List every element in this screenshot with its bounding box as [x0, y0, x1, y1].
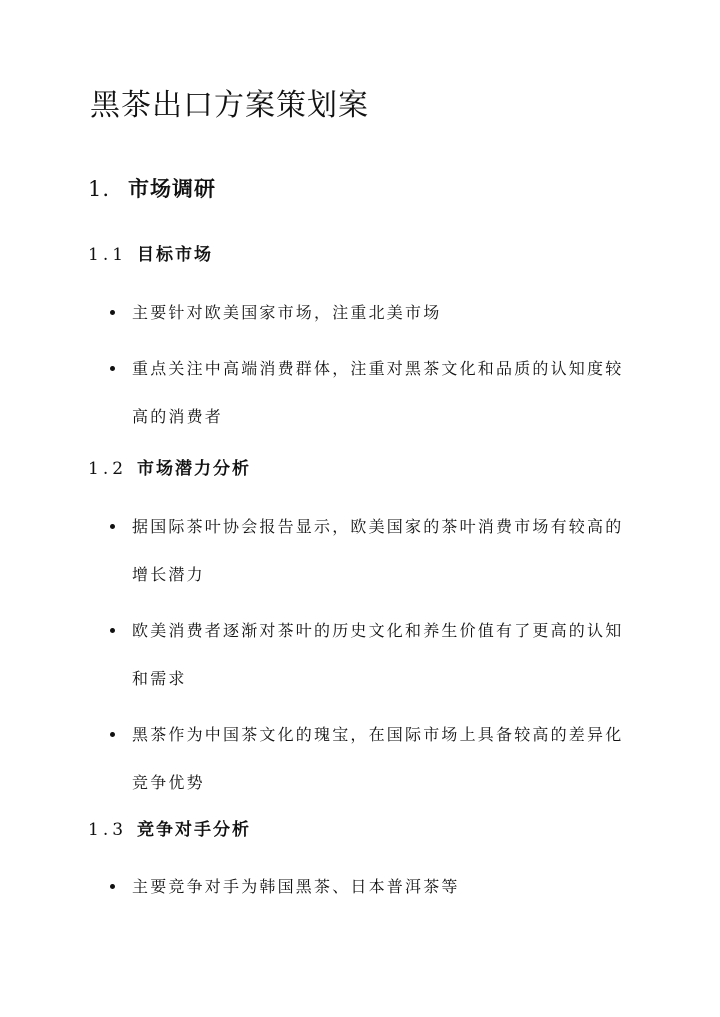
list-item	[110, 503, 630, 599]
bullet-icon	[110, 884, 115, 889]
subsection-title: 目标市场	[137, 245, 214, 265]
list-item	[110, 711, 630, 807]
list-item-text: 主要针对欧美国家市场，注重北美市场	[132, 303, 442, 322]
bullet-icon	[110, 628, 115, 633]
document-title: 黑茶出口方案策划案	[90, 88, 369, 123]
bullet-icon	[110, 310, 115, 315]
list-item-text: 黑茶作为中国茶文化的瑰宝，在国际市场上具备较高的差异化竞争优势	[132, 725, 624, 792]
list-item	[110, 863, 630, 911]
subsection-heading-market-potential	[88, 456, 251, 482]
list-item-text: 主要竞争对手为韩国黑茶、日本普洱茶等	[132, 877, 460, 896]
list-item	[110, 345, 630, 441]
subsection-number: 1.3	[88, 820, 128, 840]
list-item-text: 欧美消费者逐渐对茶叶的历史文化和养生价值有了更高的认知和需求	[132, 621, 624, 688]
list-item	[110, 289, 630, 337]
list-item	[110, 607, 630, 703]
section-heading-market-research	[88, 174, 216, 204]
bullet-icon	[110, 366, 115, 371]
subsection-heading-target-market	[88, 242, 213, 268]
subsection-heading-competitor-analysis	[88, 817, 251, 843]
subsection-title: 竞争对手分析	[137, 820, 252, 840]
section-title: 市场调研	[128, 176, 217, 201]
list-item-text: 据国际茶叶协会报告显示，欧美国家的茶叶消费市场有较高的增长潜力	[132, 517, 624, 584]
bullet-icon	[110, 732, 115, 737]
bullet-icon	[110, 524, 115, 529]
subsection-number: 1.2	[88, 459, 128, 479]
subsection-title: 市场潜力分析	[137, 459, 252, 479]
section-number: 1.	[88, 177, 111, 201]
list-item-text: 重点关注中高端消费群体，注重对黑茶文化和品质的认知度较高的消费者	[132, 359, 624, 426]
subsection-number: 1.1	[88, 245, 128, 265]
